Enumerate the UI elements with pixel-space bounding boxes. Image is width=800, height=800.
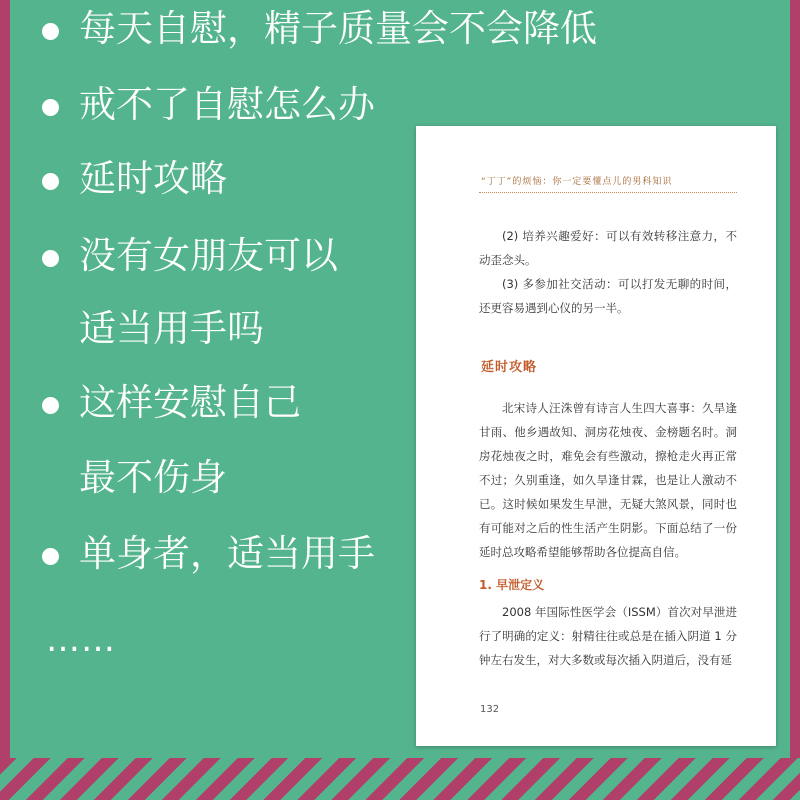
left-border [0,0,10,800]
bullet-text: 戒不了自慰怎么办 [79,83,375,126]
bullet-text: 延时攻略 [79,157,227,200]
bullet-dot-icon [42,250,59,267]
paragraph: (2) 培养兴趣爱好：可以有效转移注意力，不动歪念头。 [479,229,737,267]
page-text-bottom [479,600,737,672]
bullet-dot-icon [42,23,59,40]
page-text-top [479,224,737,320]
running-head: “丁丁”的烦恼：你一定要懂点儿的男科知识 [481,177,673,187]
bullet-dot-icon [42,548,59,565]
bullet-dot-icon [42,173,59,190]
bullet-dot-icon [42,99,59,116]
book-page [416,126,776,746]
paragraph: 2008 年国际性医学会（ISSM）首次对早泄进行了明确的定义：射精往往或总是在插入阴道 1 分钟左右发生，对大多数或每次插入阴道后，没有延 [479,605,737,667]
bottom-stripe-band [0,758,800,800]
bullet-text: 最不伤身 [79,456,227,499]
subheading: 1. 早泄定义 [479,578,545,592]
bullet-dot-icon [42,397,59,414]
right-border [790,0,800,800]
ellipsis: …… [46,620,116,660]
section-title: 延时攻略 [481,360,538,375]
bullet-text: 适当用手吗 [79,307,264,350]
header-divider [479,192,737,193]
paragraph: (3) 多参加社交活动：可以打发无聊的时间，还更容易遇到心仪的另一半。 [479,277,737,315]
bullet-text: 每天自慰，精子质量会不会降低 [79,7,597,50]
bullet-text: 这样安慰自己 [79,381,301,424]
page-number: 132 [480,704,500,715]
paragraph: 北宋诗人汪洙曾有诗言人生四大喜事：久旱逢甘雨、他乡遇故知、洞房花烛夜、金榜题名时。洞房花烛夜之时，难免会有些激动，擦枪走火再正常不过；久别重逢，如久旱逢甘霖，也是让人激动不已。这时候如果发生早泄，无疑大煞风景，同时也有可能对之后的性生活产生阴影。下面总结了一份延时总攻略希望能够帮助各位提高自信。 [479,401,737,559]
page-text-middle [479,396,737,564]
bullet-text: 没有女朋友可以 [79,234,338,277]
bullet-text: 单身者，适当用手 [79,532,375,575]
